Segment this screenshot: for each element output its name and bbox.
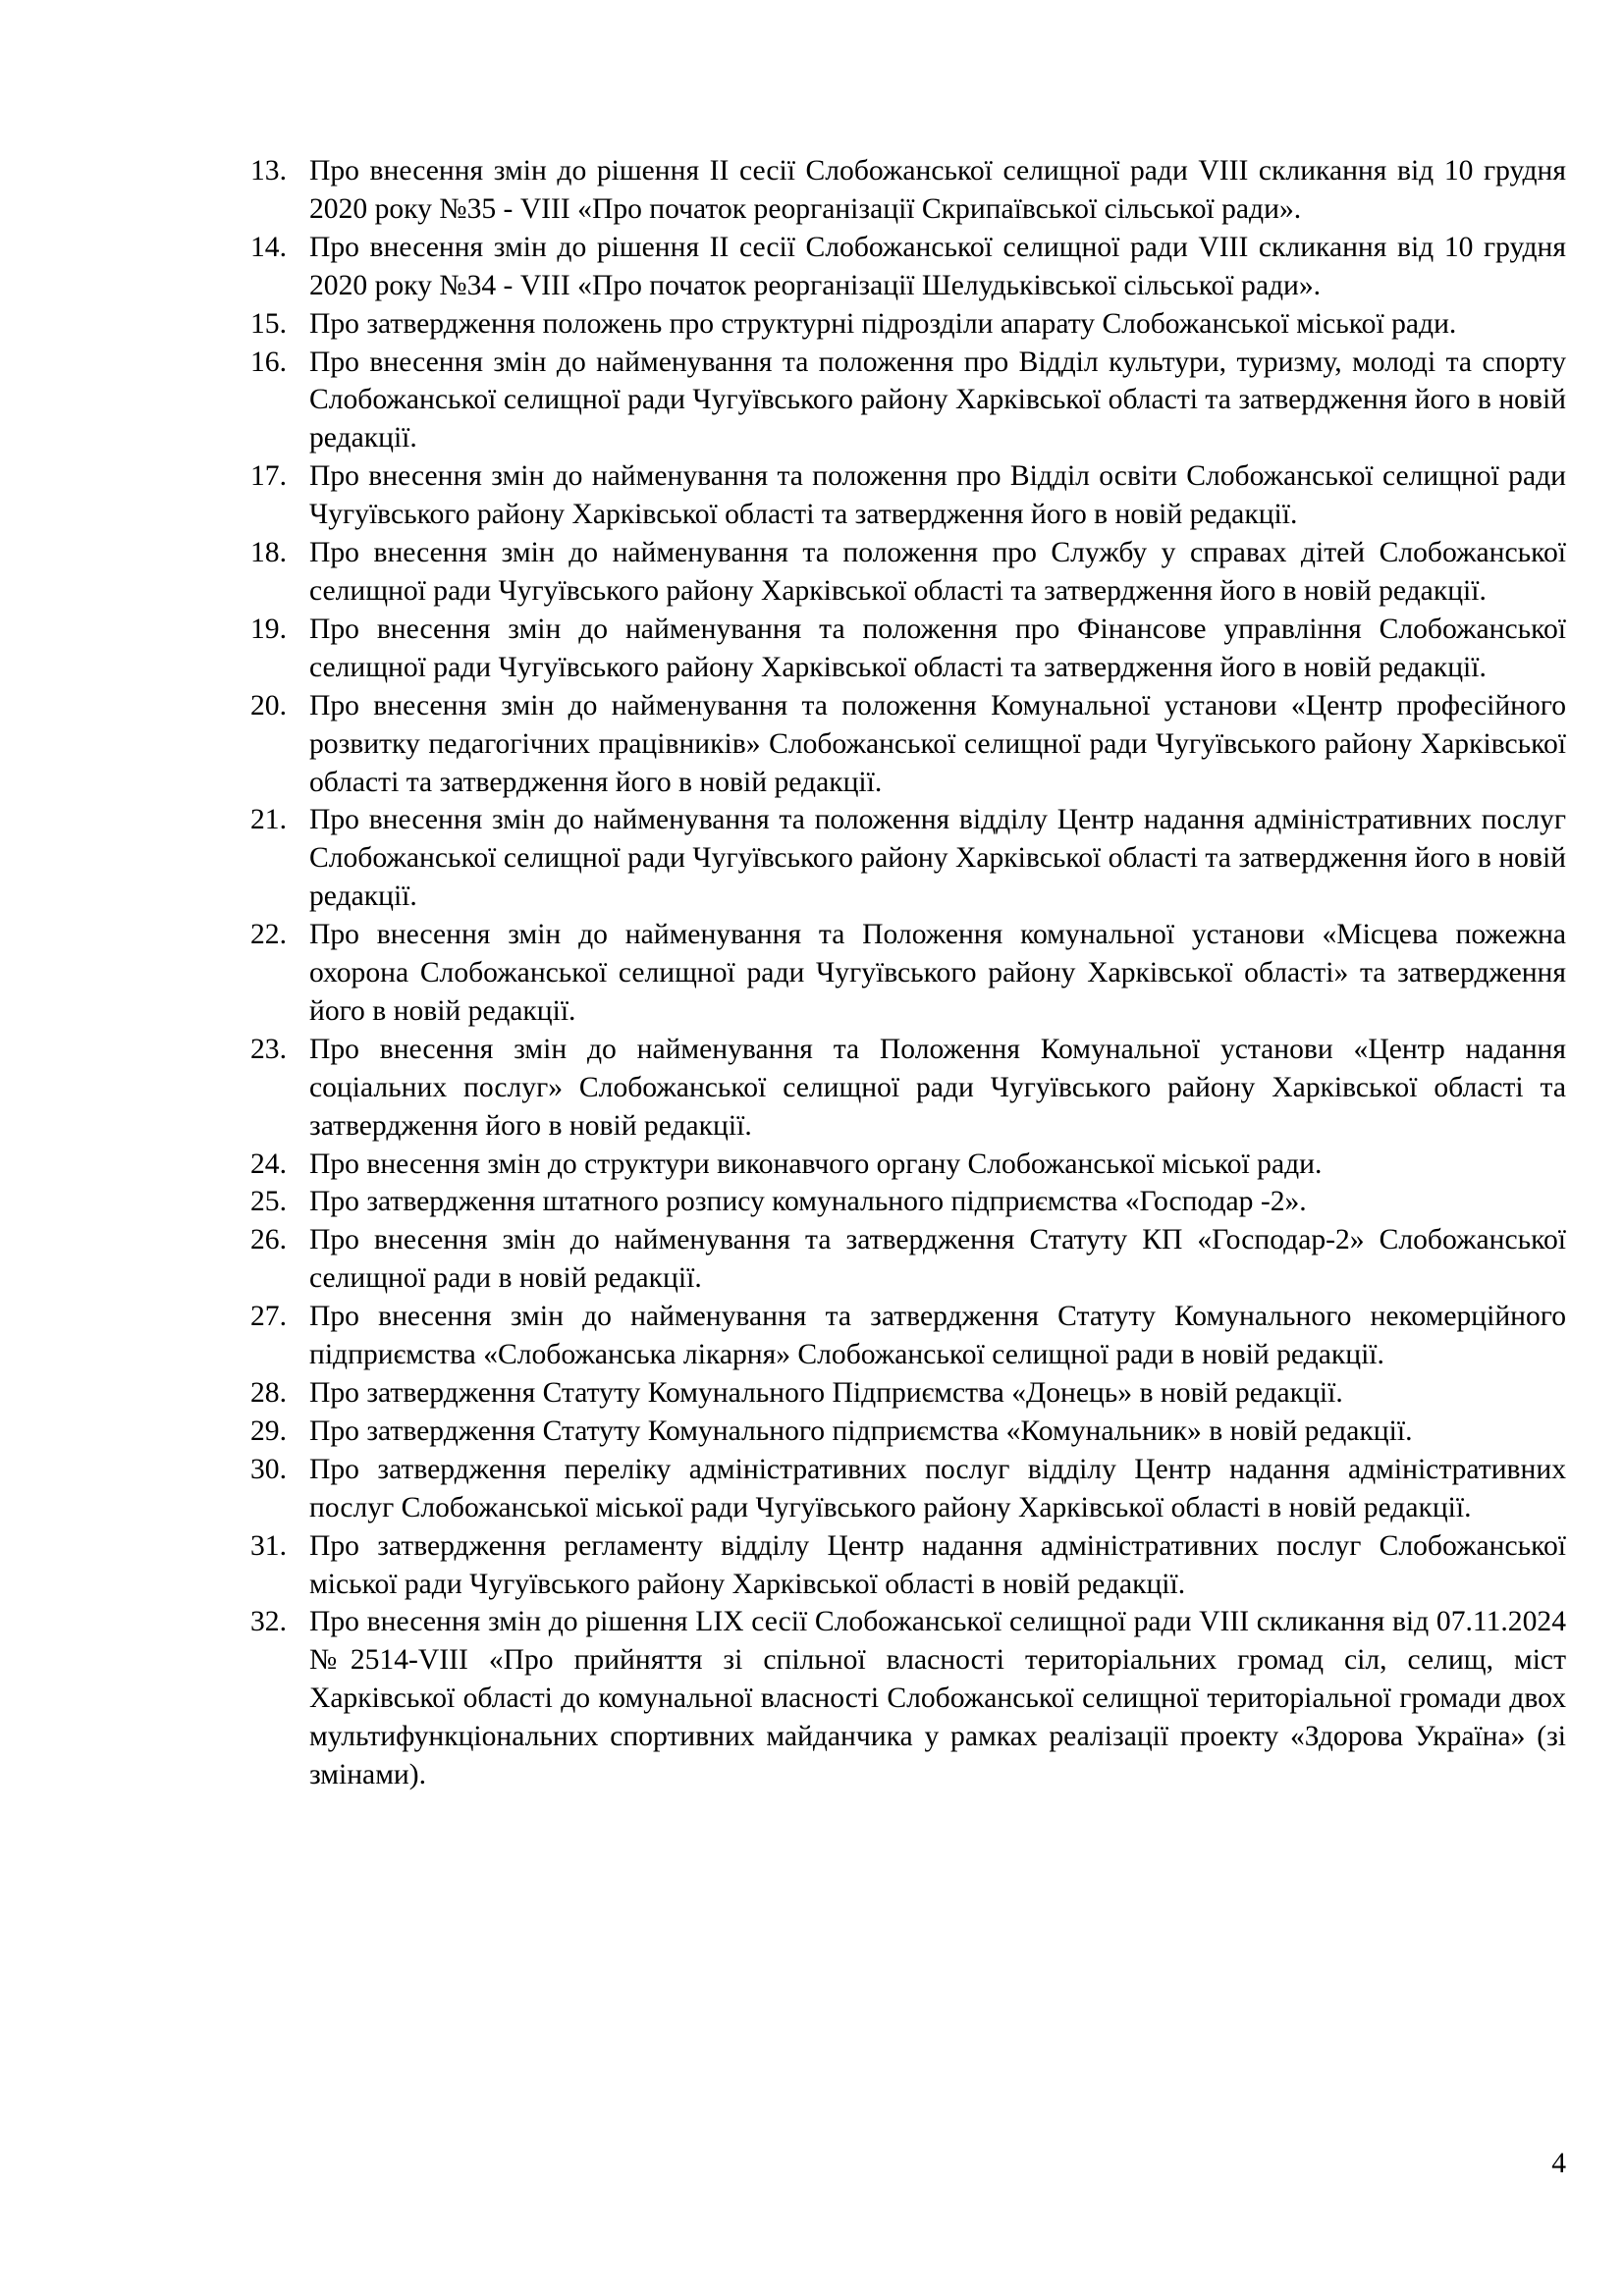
item-number: 27. [250, 1301, 287, 1333]
page-number: 4 [1551, 2148, 1566, 2179]
item-text: Про внесення змін до найменування та положення про Службу у справах дітей Слобожанської селищної ради Чугуївського району Харківської області та затвердження його в новій редакції. [309, 537, 1566, 607]
item-text: Про внесення змін до найменування та положення про Відділ освіти Слобожанської селищної ради Чугуївського району Харківської області та затвердження його в новій редакції. [309, 460, 1566, 531]
item-text: Про внесення змін до найменування та Положення комунальної установи «Місцева пожежна охорона Слобожанської селищної ради Чугуївського району Харківської області» та затвердження його в новій редакції. [309, 919, 1566, 1027]
agenda-item [250, 305, 1566, 344]
item-number: 26. [250, 1224, 287, 1256]
agenda-item [250, 1374, 1566, 1413]
item-number: 15. [250, 307, 287, 340]
item-number: 24. [250, 1148, 287, 1180]
agenda-item [250, 534, 1566, 611]
item-number: 13. [250, 155, 287, 187]
item-number: 30. [250, 1453, 287, 1485]
agenda-item [250, 1183, 1566, 1221]
agenda-item [250, 1221, 1566, 1298]
item-number: 21. [250, 804, 287, 836]
item-number: 14. [250, 231, 287, 263]
item-number: 29. [250, 1415, 287, 1447]
item-number: 18. [250, 537, 287, 569]
item-text: Про затвердження штатного розпису комунального підприємства «Господар -2». [309, 1186, 1307, 1218]
agenda-item [250, 152, 1566, 229]
agenda-item [250, 916, 1566, 1031]
agenda-item [250, 611, 1566, 687]
item-text: Про затвердження положень про структурні підрозділи апарату Слобожанської міської ради. [309, 307, 1457, 340]
item-text: Про затвердження переліку адміністративних послуг відділу Центр надання адміністративних послуг Слобожанської міської ради Чугуївського району Харківської області в новій редакції. [309, 1453, 1566, 1523]
item-text: Про внесення змін до рішення II сесії Слобожанської селищної ради VIII скликання від 10 грудня 2020 року №35 - VIII «Про початок реорганізації Скрипаївської сільської ради». [309, 155, 1566, 225]
agenda-list [250, 152, 1566, 1794]
item-text: Про внесення змін до рішення II сесії Слобожанської селищної ради VIII скликання від 10 грудня 2020 року №34 - VIII «Про початок реорганізації Шелудьківської сільської ради». [309, 231, 1566, 301]
item-text: Про внесення змін до найменування та затвердження Статуту Комунального некомерційного підприємства «Слобожанська лікарня» Слобожанської селищної ради в новій редакції. [309, 1301, 1566, 1371]
agenda-item [250, 1298, 1566, 1374]
agenda-item [250, 801, 1566, 916]
item-number: 28. [250, 1377, 287, 1409]
agenda-item [250, 1527, 1566, 1604]
item-number: 22. [250, 919, 287, 951]
agenda-item [250, 1451, 1566, 1527]
item-text: Про затвердження регламенту відділу Центр надання адміністративних послуг Слобожанської міської ради Чугуївського району Харківської області в новій редакції. [309, 1529, 1566, 1600]
item-text: Про внесення змін до найменування та Положення Комунальної установи «Центр надання соціальних послуг» Слобожанської селищної ради Чугуївського району Харківської області та затвердження його в новій редакції. [309, 1033, 1566, 1142]
item-text: Про внесення змін до найменування та положення про Фінансове управління Слобожанської селищної ради Чугуївського району Харківської області та затвердження його в новій редакції. [309, 613, 1566, 683]
item-text: Про затвердження Статуту Комунального підприємства «Комунальник» в новій редакції. [309, 1415, 1413, 1447]
agenda-item [250, 1031, 1566, 1146]
item-number: 32. [250, 1606, 287, 1638]
agenda-item [250, 1146, 1566, 1184]
item-number: 23. [250, 1033, 287, 1065]
item-number: 20. [250, 689, 287, 721]
item-text: Про внесення змін до найменування та положення Комунальної установи «Центр професійного розвитку педагогічних працівників» Слобожанської селищної ради Чугуївського району Харківської області та затвердження його в новій редакції. [309, 689, 1566, 798]
item-text: Про внесення змін до рішення LIX сесії Слобожанської селищної ради VIII скликання від 07.11.2024 №2514-VIII «Про прийняття зі спільної власності територіальних громад сіл, селищ, міст Харківської області до комунальної власності Слобожанської селищної територіальної громади двох мультифункціональних спортивних майданчика у рамках реалізації проекту «Здорова Україна» (зі змінами). [309, 1606, 1566, 1791]
item-number: 31. [250, 1529, 287, 1562]
item-number: 25. [250, 1186, 287, 1218]
agenda-item [250, 1413, 1566, 1451]
item-number: 16. [250, 346, 287, 378]
agenda-item [250, 687, 1566, 802]
item-text: Про внесення змін до найменування та положення про Відділ культури, туризму, молоді та спорту Слобожанської селищної ради Чугуївського району Харківської області та затвердження його в новій редакції. [309, 346, 1566, 454]
item-text: Про внесення змін до найменування та затвердження Статуту КП «Господар-2» Слобожанської селищної ради в новій редакції. [309, 1224, 1566, 1295]
agenda-item [250, 457, 1566, 534]
item-text: Про внесення змін до найменування та положення відділу Центр надання адміністративних послуг Слобожанської селищної ради Чугуївського району Харківської області та затвердження його в новій редакції. [309, 804, 1566, 913]
agenda-item [250, 229, 1566, 305]
agenda-item [250, 344, 1566, 458]
item-text: Про внесення змін до структури виконавчого органу Слобожанської міської ради. [309, 1148, 1323, 1180]
item-text: Про затвердження Статуту Комунального Підприємства «Донець» в новій редакції. [309, 1377, 1343, 1409]
item-number: 17. [250, 460, 287, 493]
agenda-item [250, 1603, 1566, 1794]
item-number: 19. [250, 613, 287, 645]
